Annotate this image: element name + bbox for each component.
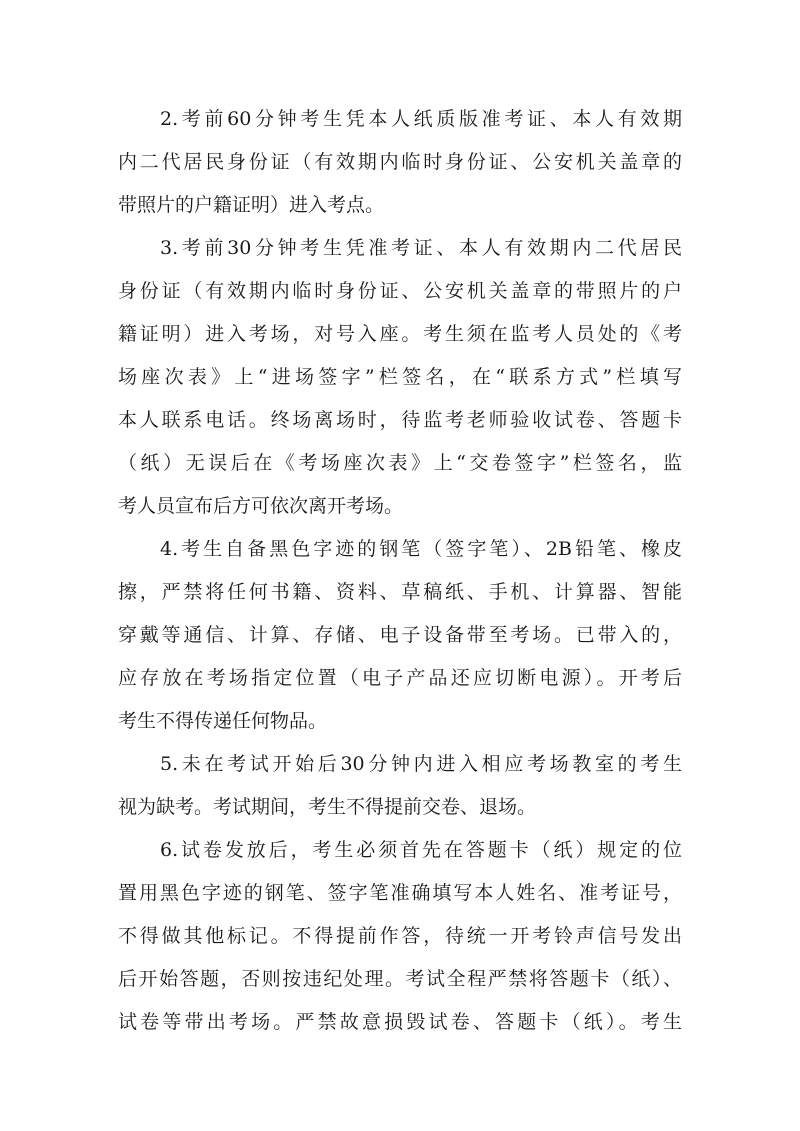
paragraph-3-line-7: 考人员宣布后方可依次离开考场。: [118, 495, 404, 517]
paragraph-4-line-1: 4.考生自备黑色字迹的钢笔（签字笔）、2B铅笔、橡皮: [160, 538, 682, 560]
paragraph-4-line-5: 考生不得传递任何物品。: [118, 710, 328, 732]
paragraph-5-line-1: 5.未在考试开始后30分钟内进入相应考场教室的考生: [160, 753, 682, 775]
paragraph-3-line-2: 身份证（有效期内临时身份证、公安机关盖章的带照片的户: [118, 280, 682, 302]
paragraph-3-line-4: 场座次表》上“进场签字”栏签名，在“联系方式”栏填写: [118, 366, 682, 388]
paragraph-4-line-3: 穿戴等通信、计算、存储、电子设备带至考场。已带入的，: [118, 624, 682, 646]
paragraph-3-line-1: 3.考前30分钟考生凭准考证、本人有效期内二代居民: [160, 237, 682, 259]
paragraph-3-line-6: （纸）无误后在《考场座次表》上“交卷签字”栏签名，监: [118, 452, 682, 474]
paragraph-4-line-4: 应存放在考场指定位置（电子产品还应切断电源）。开考后: [118, 667, 682, 689]
paragraph-6-line-5: 试卷等带出考场。严禁故意损毁试卷、答题卡（纸）。考生: [118, 1011, 682, 1033]
paragraph-5-line-2: 视为缺考。考试期间，考生不得提前交卷、退场。: [118, 796, 537, 818]
paragraph-2-line-2: 内二代居民身份证（有效期内临时身份证、公安机关盖章的: [118, 151, 682, 173]
paragraph-3-line-3: 籍证明）进入考场，对号入座。考生须在监考人员处的《考: [118, 323, 682, 345]
paragraph-6-line-2: 置用黑色字迹的钢笔、签字笔准确填写本人姓名、准考证号，: [118, 882, 682, 904]
paragraph-6-line-3: 不得做其他标记。不得提前作答，待统一开考铃声信号发出: [118, 925, 682, 947]
paragraph-4-line-2: 擦，严禁将任何书籍、资料、草稿纸、手机、计算器、智能: [118, 581, 682, 603]
paragraph-6-line-1: 6.试卷发放后，考生必须首先在答题卡（纸）规定的位: [160, 839, 682, 861]
paragraph-2-line-3: 带照片的户籍证明）进入考点。: [118, 194, 385, 216]
paragraph-3-line-5: 本人联系电话。终场离场时，待监考老师验收试卷、答题卡: [118, 409, 682, 431]
paragraph-2-line-1: 2.考前60分钟考生凭本人纸质版准考证、本人有效期: [160, 108, 682, 130]
paragraph-6-line-4: 后开始答题，否则按违纪处理。考试全程严禁将答题卡（纸）、: [118, 968, 682, 990]
